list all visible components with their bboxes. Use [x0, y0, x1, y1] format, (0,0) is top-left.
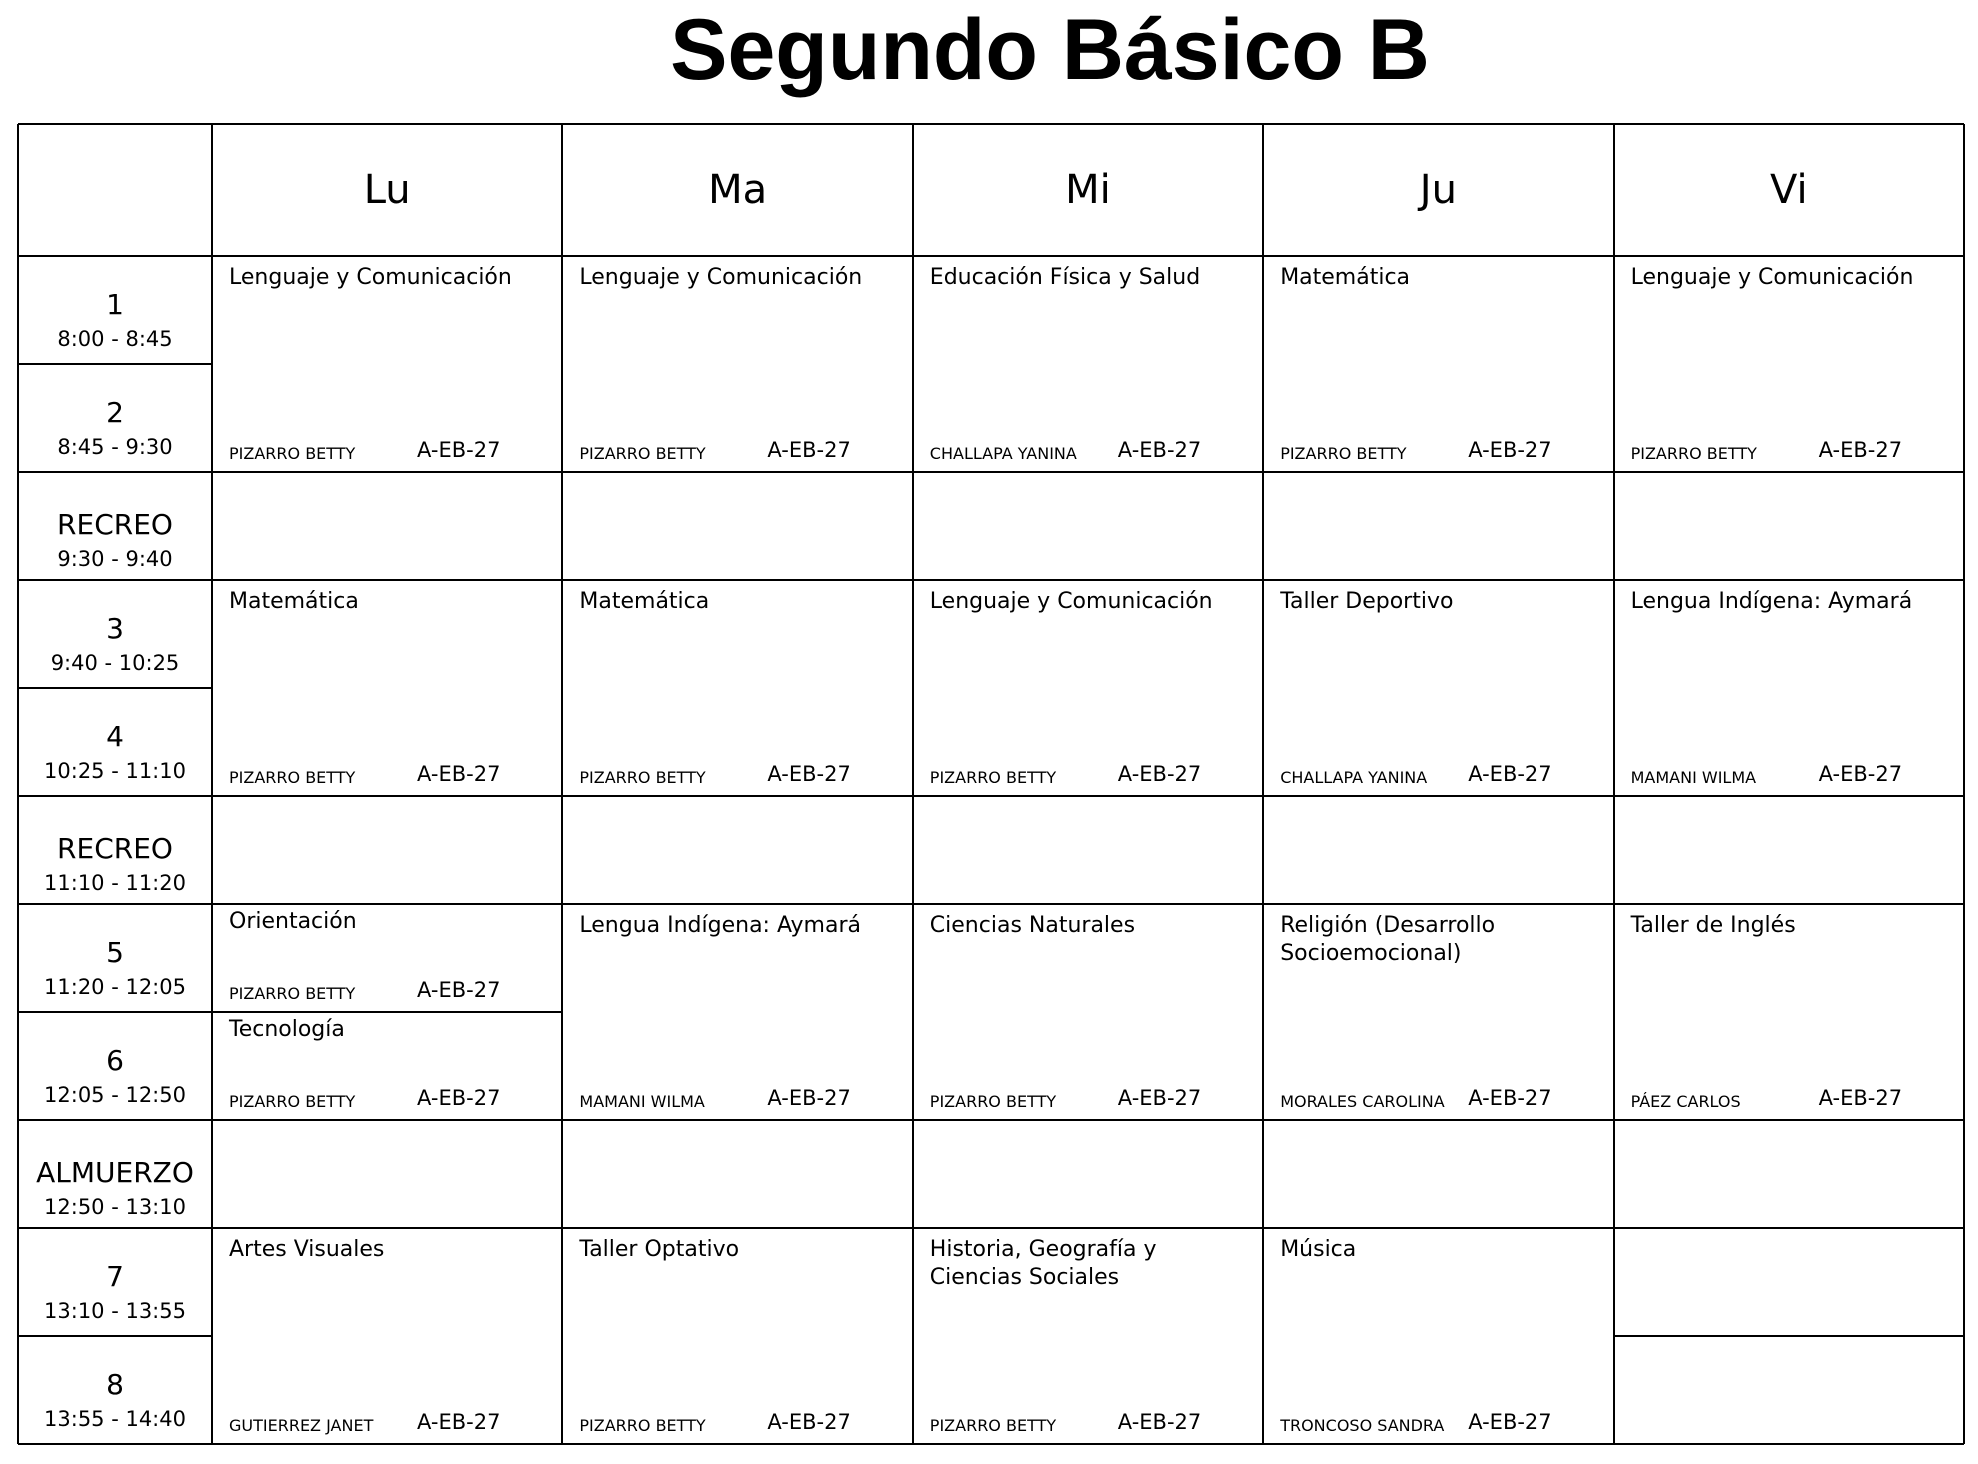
row-divider	[18, 1119, 1964, 1121]
teacher-name: PIZARRO BETTY	[579, 768, 706, 787]
room-code: A-EB-27	[417, 1086, 501, 1110]
row-divider	[18, 579, 1964, 581]
table-border	[17, 124, 19, 1444]
class-block[interactable]	[1614, 580, 1964, 796]
subject-name: Lengua Indígena: Aymará	[579, 913, 861, 938]
period-time: 12:05 - 12:50	[44, 1083, 186, 1107]
class-block[interactable]	[212, 1228, 562, 1444]
subject-name: Ciencias Naturales	[929, 913, 1136, 938]
room-code: A-EB-27	[767, 1086, 851, 1110]
period-label	[18, 614, 212, 676]
day-header: Mi	[1065, 167, 1111, 213]
room-code: A-EB-27	[767, 1410, 851, 1434]
subject-name: Religión (Desarrollo Socioemocional)	[1280, 913, 1496, 966]
room-code: A-EB-27	[1117, 438, 1202, 462]
room-code: A-EB-27	[1818, 762, 1903, 786]
room-code: A-EB-27	[1468, 762, 1552, 786]
subject-name: Historia, Geografía y Ciencias Sociales	[929, 1237, 1157, 1290]
room-code: A-EB-27	[1468, 438, 1552, 462]
room-code: A-EB-27	[1818, 1086, 1903, 1110]
teacher-name: CHALLAPA YANINA	[929, 444, 1077, 463]
room-code: A-EB-27	[417, 438, 501, 462]
period-divider	[18, 687, 212, 689]
class-block[interactable]	[1263, 904, 1613, 1120]
period-time: 13:55 - 14:40	[44, 1407, 186, 1431]
teacher-name: PIZARRO BETTY	[229, 984, 356, 1003]
period-divider	[1614, 1335, 1964, 1337]
teacher-name: PIZARRO BETTY	[229, 768, 356, 787]
teacher-name: MAMANI WILMA	[1630, 768, 1757, 787]
room-code: A-EB-27	[1117, 1410, 1202, 1434]
room-code: A-EB-27	[1468, 1410, 1552, 1434]
schedule-table	[18, 124, 1964, 1444]
break-name: RECREO	[57, 508, 173, 541]
period-label	[18, 722, 212, 784]
subject-name: Lenguaje y Comunicación	[229, 265, 512, 290]
teacher-name: PIZARRO BETTY	[579, 444, 706, 463]
class-block[interactable]	[913, 1228, 1263, 1444]
period-label	[18, 1262, 212, 1324]
room-code: A-EB-27	[417, 978, 501, 1002]
subject-name: Taller Optativo	[579, 1237, 740, 1262]
class-block[interactable]	[212, 1012, 562, 1120]
row-divider	[18, 795, 1964, 797]
teacher-name: MAMANI WILMA	[579, 1092, 705, 1111]
period-label	[18, 398, 212, 460]
period-label	[18, 290, 212, 352]
period-number: 5	[106, 936, 124, 969]
teacher-name: PIZARRO BETTY	[229, 1092, 356, 1111]
class-block[interactable]	[1614, 256, 1964, 472]
subject-name: Lenguaje y Comunicación	[579, 265, 863, 290]
column-divider	[1262, 124, 1264, 1444]
teacher-name: PIZARRO BETTY	[579, 1416, 706, 1435]
break-time: 12:50 - 13:10	[44, 1195, 186, 1219]
day-header: Ju	[1419, 167, 1457, 213]
day-header: Ma	[708, 167, 768, 213]
class-block[interactable]	[1263, 580, 1613, 796]
teacher-name: PIZARRO BETTY	[229, 444, 356, 463]
header-divider	[18, 255, 1964, 257]
column-divider	[1613, 124, 1615, 1444]
teacher-name: PIZARRO BETTY	[929, 1092, 1057, 1111]
column-divider	[211, 124, 213, 1444]
period-time: 11:20 - 12:05	[44, 975, 186, 999]
room-code: A-EB-27	[1818, 438, 1903, 462]
class-block[interactable]	[212, 580, 562, 796]
class-block[interactable]	[562, 1228, 912, 1444]
break-name: ALMUERZO	[36, 1156, 194, 1189]
period-label	[18, 1046, 212, 1108]
period-divider	[18, 1011, 212, 1013]
period-divider	[18, 363, 212, 365]
period-number: 3	[106, 612, 124, 645]
class-block[interactable]	[1263, 256, 1613, 472]
class-block[interactable]	[913, 904, 1263, 1120]
class-block[interactable]	[212, 256, 562, 472]
break-time: 11:10 - 11:20	[44, 871, 186, 895]
period-number: 7	[106, 1260, 124, 1293]
break-label	[18, 508, 212, 572]
period-label	[18, 1370, 212, 1432]
teacher-name: CHALLAPA YANINA	[1280, 768, 1428, 787]
teacher-name: PIZARRO BETTY	[929, 768, 1057, 787]
room-code: A-EB-27	[767, 762, 851, 786]
subject-name: Lenguaje y Comunicación	[929, 589, 1213, 614]
teacher-name: PIZARRO BETTY	[929, 1416, 1057, 1435]
room-code: A-EB-27	[417, 1410, 501, 1434]
teacher-name: GUTIERREZ JANET	[229, 1416, 374, 1435]
break-time: 9:30 - 9:40	[57, 547, 173, 571]
teacher-name: PÁEZ CARLOS	[1630, 1092, 1741, 1111]
break-name: RECREO	[57, 832, 173, 865]
class-block[interactable]	[562, 580, 912, 796]
table-border	[1963, 124, 1965, 1444]
period-time: 8:45 - 9:30	[57, 435, 173, 459]
subject-name: Matemática	[1280, 265, 1411, 290]
teacher-name: PIZARRO BETTY	[1630, 444, 1757, 463]
period-divider	[212, 1011, 562, 1013]
teacher-name: PIZARRO BETTY	[1280, 444, 1407, 463]
class-block[interactable]	[562, 256, 912, 472]
period-time: 10:25 - 11:10	[44, 759, 186, 783]
subject-name: Matemática	[579, 589, 710, 614]
column-divider	[561, 124, 563, 1444]
subject-name: Tecnología	[229, 1017, 345, 1042]
break-label	[18, 1156, 212, 1220]
class-block[interactable]	[562, 904, 912, 1120]
subject-name: Lenguaje y Comunicación	[1630, 265, 1914, 290]
period-number: 8	[106, 1368, 124, 1401]
period-number: 2	[106, 396, 124, 429]
class-block[interactable]	[913, 256, 1263, 472]
subject-name: Taller de Inglés	[1630, 913, 1796, 938]
subject-name: Taller Deportivo	[1280, 589, 1454, 614]
room-code: A-EB-27	[417, 762, 501, 786]
subject-name: Artes Visuales	[229, 1237, 385, 1262]
row-divider	[18, 471, 1964, 473]
teacher-name: TRONCOSO SANDRA	[1280, 1416, 1445, 1435]
day-header: Vi	[1769, 167, 1808, 213]
row-divider	[18, 1227, 1964, 1229]
period-time: 9:40 - 10:25	[50, 651, 180, 675]
period-number: 6	[106, 1044, 124, 1077]
room-code: A-EB-27	[1117, 1086, 1202, 1110]
period-number: 1	[106, 288, 124, 321]
room-code: A-EB-27	[767, 438, 851, 462]
column-divider	[912, 124, 914, 1444]
day-header: Lu	[363, 167, 411, 213]
subject-name: Lengua Indígena: Aymará	[1630, 589, 1913, 614]
room-code: A-EB-27	[1468, 1086, 1552, 1110]
subject-name: Música	[1280, 1237, 1357, 1262]
class-block[interactable]	[913, 580, 1263, 796]
break-label	[18, 832, 212, 896]
period-number: 4	[106, 720, 124, 753]
row-divider	[18, 1443, 1964, 1445]
table-border	[18, 123, 1964, 125]
period-divider	[18, 1335, 212, 1337]
period-label	[18, 938, 212, 1000]
subject-name: Matemática	[229, 589, 359, 614]
period-time: 13:10 - 13:55	[44, 1299, 186, 1323]
teacher-name: MORALES CAROLINA	[1280, 1092, 1445, 1111]
class-block[interactable]	[1263, 1228, 1613, 1444]
room-code: A-EB-27	[1117, 762, 1202, 786]
period-time: 8:00 - 8:45	[57, 327, 173, 351]
class-block[interactable]	[212, 904, 562, 1012]
subject-name: Educación Física y Salud	[929, 265, 1201, 290]
subject-name: Orientación	[229, 909, 357, 934]
class-block[interactable]	[1614, 904, 1964, 1120]
page-title: Segundo Básico B	[670, 2, 1430, 98]
row-divider	[18, 903, 1964, 905]
